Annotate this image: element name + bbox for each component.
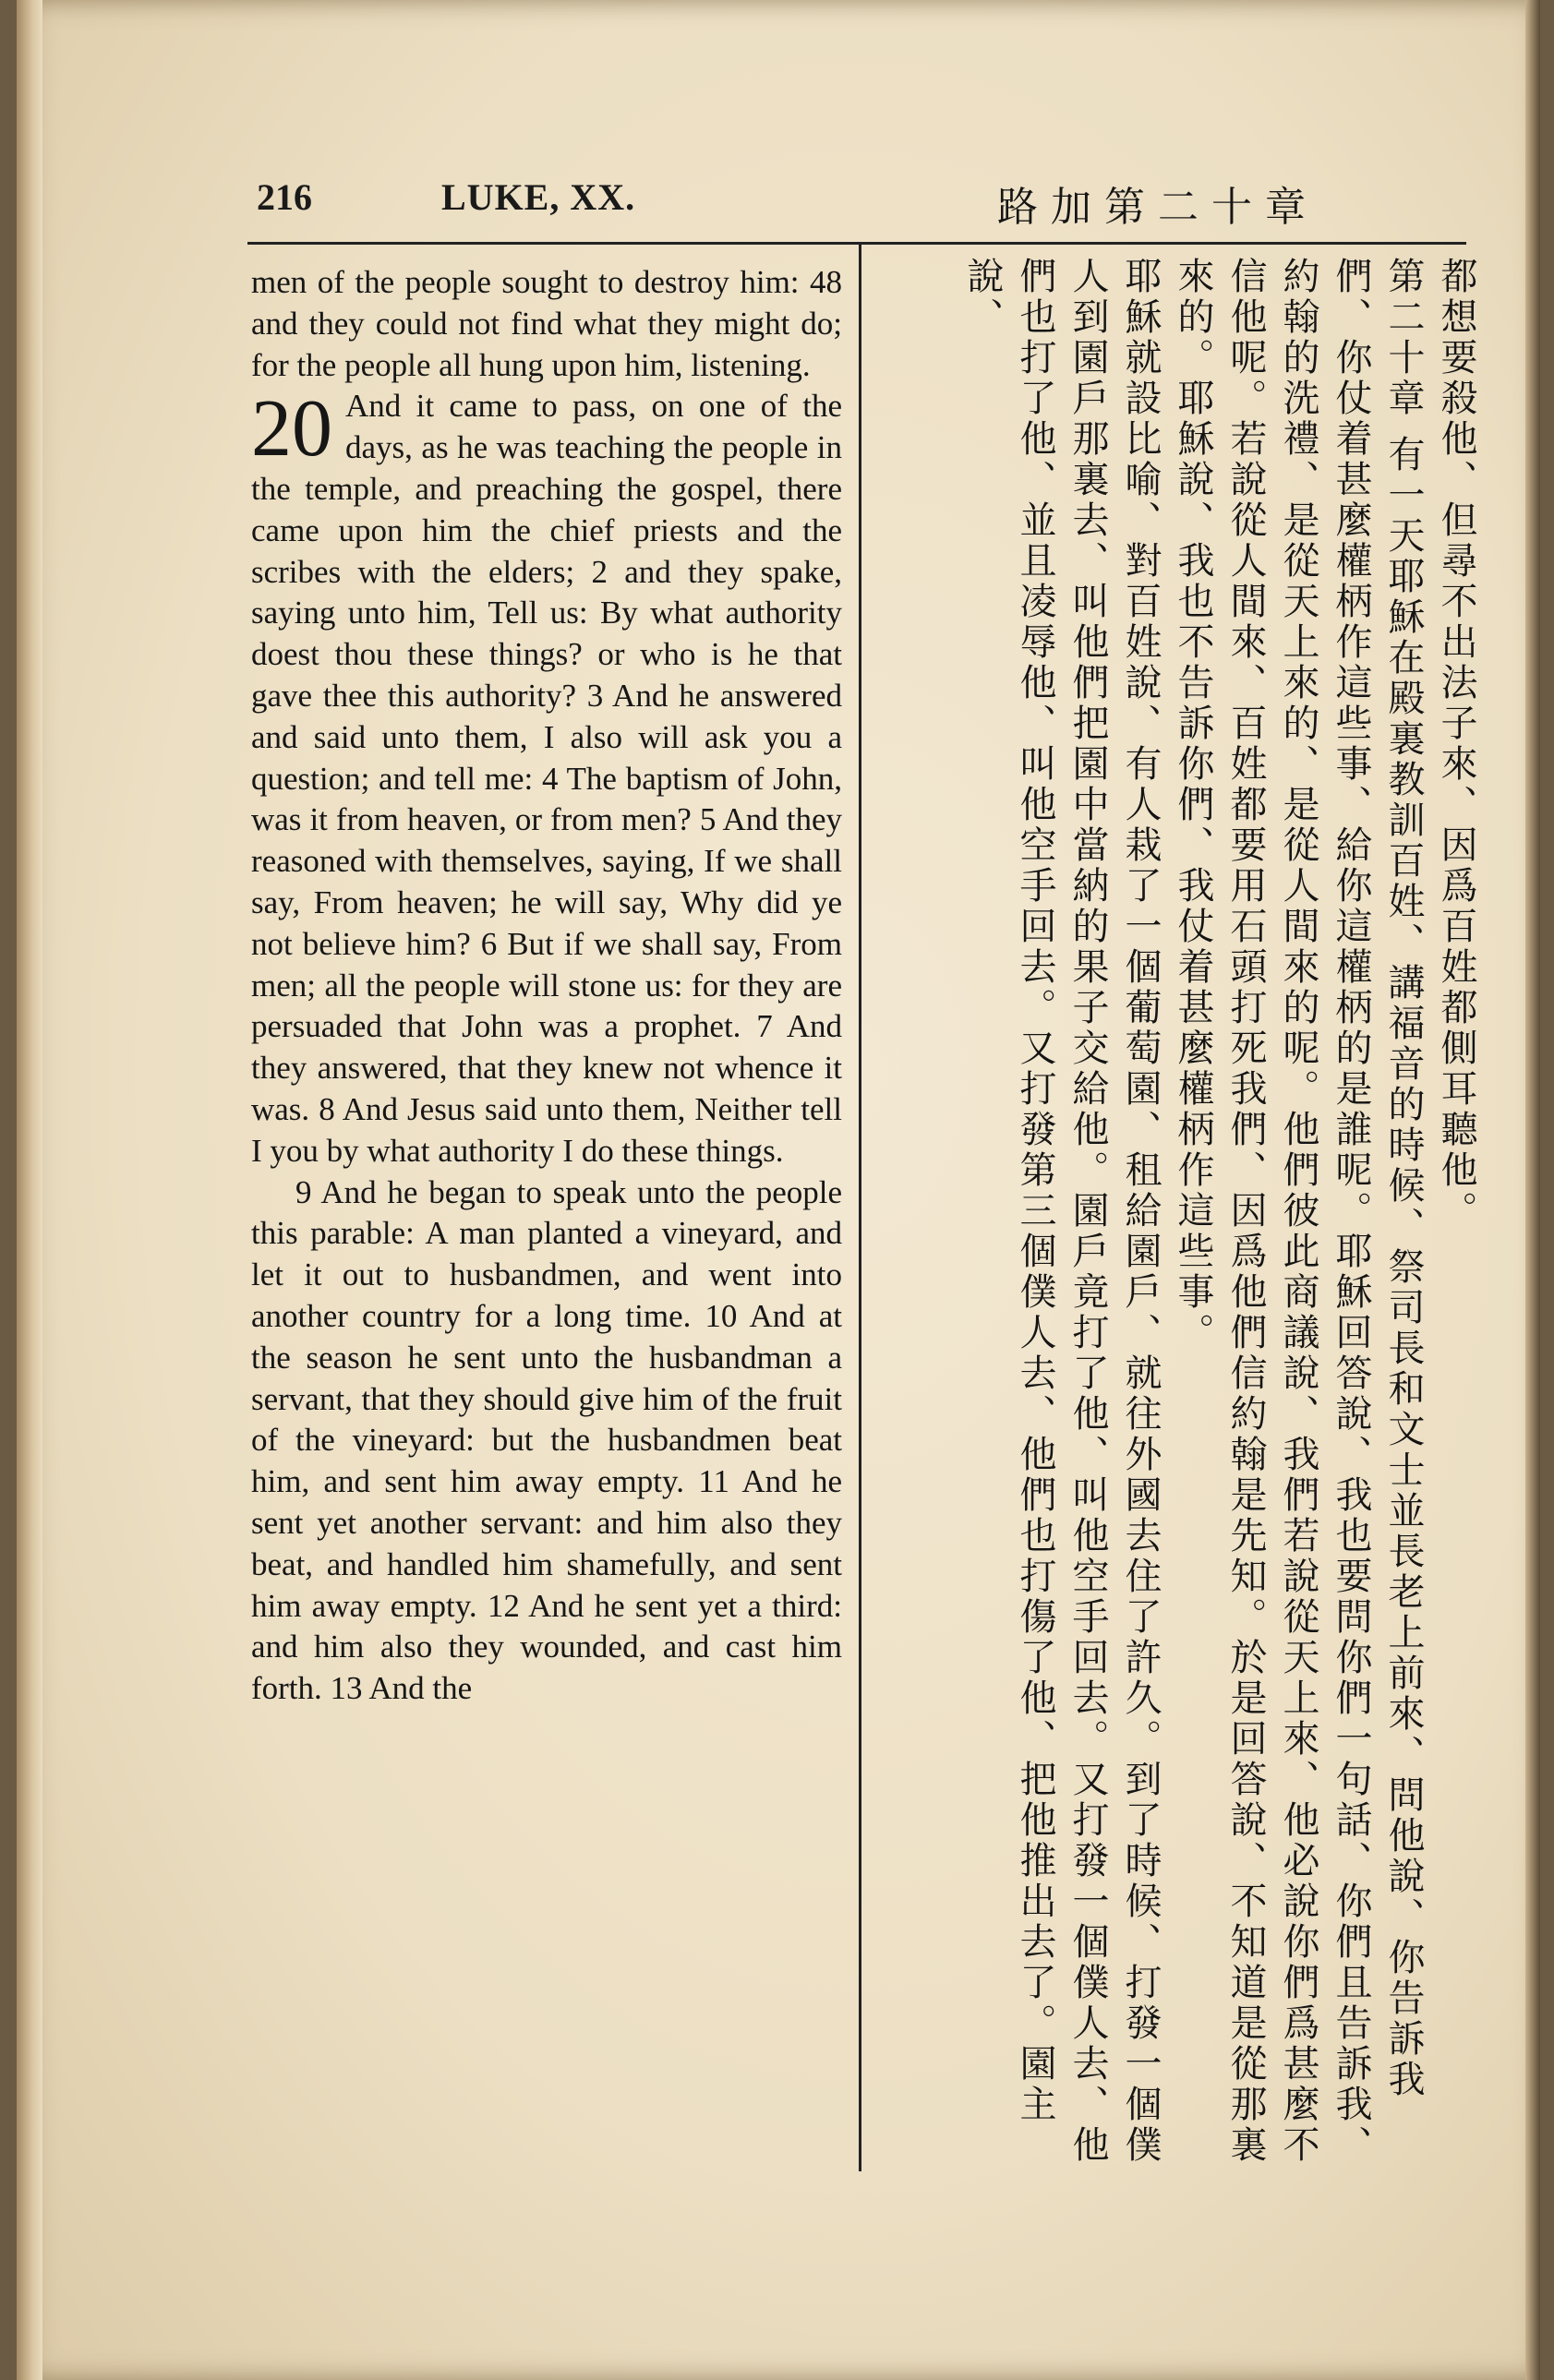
english-paragraph-1: men of the people sought to destroy him: 48 and they could not find what they might do; for the people all hung upon him, listening. bbox=[251, 264, 842, 383]
page-gutter-edge bbox=[17, 0, 42, 2380]
page-header bbox=[0, 175, 1554, 231]
column-divider bbox=[859, 242, 861, 2171]
page-number: 216 bbox=[257, 176, 312, 218]
chinese-column bbox=[873, 257, 1482, 2177]
chinese-paragraph-2: 第二十章 有一天耶穌在殿裏教訓百姓、講福音的時候、祭司長和文士並長老上前來、問他說、你告訴我們、你仗着甚麼權柄作這些事、給你這權柄的是誰呢。耶穌回答說、我也要問你們一句話、你們且告訴我、約翰的洗禮、是從天上來的、是從人間來的呢。他們彼此商議說、我們若說從天上來、他必說你們爲甚麼不信他呢。若說從人間來、百姓都要用石頭打死我們、因爲他們信約翰是先知。於是回答說、不知道是從那裏來的。耶穌說、我也不告訴你們、我仗着甚麼權柄作這些事。 bbox=[1172, 257, 1425, 2166]
english-paragraph-2-text: And it came to pass, on one of the days, as he was teaching the people in the temple, and preaching the gospel, there came upon him the chief priests and the scribes with the elders; 2 and they spake, saying unto him, Tell us: By what authority doest thou these things? or who is he that gave thee this authority? 3 And he answered and said unto them, I also will ask you a question; and tell me: 4 The baptism of John, was it from heaven, or from men? 5 And they reasoned with themselves, saying, If we shall say, From heaven; he will say, Why did ye not believe him? 6 But if we shall say, From men; all the people will stone us: for they are persuaded that John was a prophet. 7 And they answered, that they knew not whence it was. 8 And Jesus said unto them, Neither tell I you by what authority I do these things. bbox=[251, 388, 842, 1169]
chinese-paragraph-1: 都想要殺他、但尋不出法子來、因爲百姓都側耳聽他。 bbox=[1435, 257, 1477, 1232]
chinese-paragraph-3: 耶穌就設比喻、對百姓說、有人栽了一個葡萄園、租給園戶、就往外國去住了許久。到了時候、打發一個僕人到園戶那裏去、叫他們把園中當納的果子交給他。園戶竟打了他、叫他空手回去。又打發一個僕人去、他們也打了他、並且凌辱他、叫他空手回去。又打發第三個僕人去、他們也打傷了他、把他推出去了。園主說、 bbox=[961, 257, 1162, 2166]
page-fore-edge bbox=[1525, 0, 1540, 2380]
running-title: LUKE, XX. bbox=[441, 176, 636, 218]
english-paragraph-3: 9 And he began to speak unto the people this parable: A man planted a vineyard, and let it out to husbandmen, and went into another country for a long time. 10 And at the season he sent unto the husbandman a servant, that they should give him of the fruit of the vineyard: but the husbandmen beat him, and sent him away empty. 11 And he sent yet another servant: and him also they beat, and handled him shamefully, and sent him away empty. 12 And he sent yet a third: and him also they wounded, and cast him forth. 13 And the bbox=[251, 1173, 842, 1707]
header-rule bbox=[247, 242, 1466, 245]
chapter-number: 20 bbox=[251, 384, 332, 475]
chinese-running-title: 路加第二十章 bbox=[997, 184, 1319, 231]
english-paragraph-2 bbox=[251, 386, 842, 1172]
english-column bbox=[251, 262, 842, 1710]
